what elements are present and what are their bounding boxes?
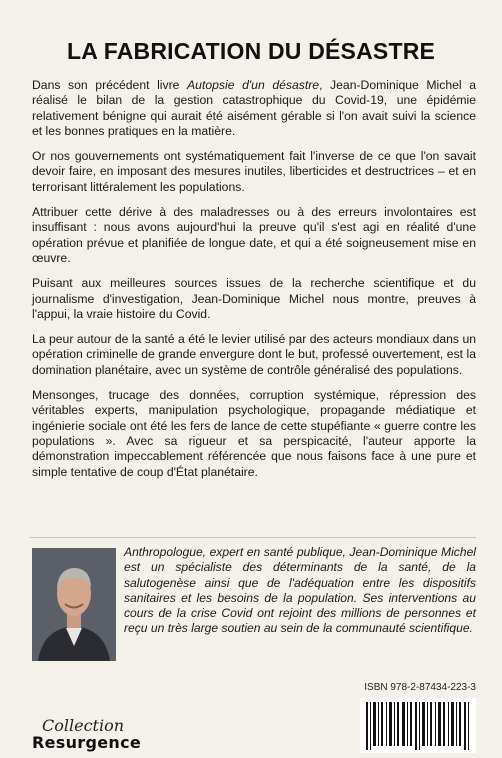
logo-script: Collection xyxy=(42,716,125,735)
author-bio: Anthropologue, expert en santé publique, Jean-Dominique Michel est un spécialiste des déterminants de la santé, de la salutogenèse ainsi que de l'adéquation entre les dispositifs sanitaires et les besoins de la population. Ses interventions au cours de la crise Covid ont rejoint des millions de personnes et reçu un très large soutien au sein de la communauté scientifique. xyxy=(124,545,476,636)
barcode xyxy=(360,698,476,753)
blurb-paragraph-2: Or nos gouvernements ont systématiquement fait l'inverse de ce que l'on savait devoir faire, en imposant des mesures inutiles, liberticides et destructrices – et en terrorisant littéralement les populations. xyxy=(32,149,476,194)
previous-book-title: Autopsie d'un désastre xyxy=(187,78,320,92)
barcode-icon xyxy=(360,698,476,753)
blurb-paragraph-5: La peur autour de la santé a été le levier utilisé par des acteurs mondiaux dans un opération criminelle de grande envergure dont le but, professé ouvertement, est la domination planétaire, avec un système de contrôle généralisé des populations. xyxy=(32,332,476,377)
collection-logo xyxy=(30,716,160,753)
blurb-paragraph-1 xyxy=(32,78,476,139)
isbn: ISBN 978-2-87434-223-3 xyxy=(364,682,476,693)
author-portrait-icon xyxy=(32,548,116,661)
p1-before: Dans son précédent livre xyxy=(32,78,188,92)
blurb-paragraph-3: Attribuer cette dérive à des maladresses ou à des erreurs involontaires est insuffisant : nous avons aujourd'hui la preuve qu'il s'est agi en réalité d'une opération prévue et planifiée de longue date, et qui a été soigneusement mise en œuvre. xyxy=(32,205,476,265)
blurb xyxy=(32,78,476,490)
p1-after: , Jean-Dominique Michel a réalisé le bilan de la gestion catastrophique du Covid-19, une épidémie relativement bénigne qui aurait été aisément gérable si l'on avait suivi la science et les bonnes pratiques en la matière. xyxy=(32,78,476,138)
author-photo xyxy=(32,548,116,661)
blurb-paragraph-4: Puisant aux meilleures sources issues de la recherche scientifique et du journalisme d'investigation, Jean-Dominique Michel nous montre, preuves à l'appui, la vraie histoire du Covid. xyxy=(32,276,476,321)
book-title: LA FABRICATION DU DÉSASTRE xyxy=(66,38,436,64)
divider xyxy=(30,537,476,538)
blurb-paragraph-6: Mensonges, trucage des données, corruption systémique, répression des véritables experts, manipulation psychologique, propagande médiatique et ingénierie sociale ont été les fers de lance de cette stupéfiante « guerre contre les populations ». Avec sa rigueur et sa perspicacité, l'auteur apporte la démonstration impeccablement référencée que nous faisons face à une pure et simple tentative de coup d'État planétaire. xyxy=(32,388,476,479)
logo-wordmark: Resurgence xyxy=(32,733,142,752)
